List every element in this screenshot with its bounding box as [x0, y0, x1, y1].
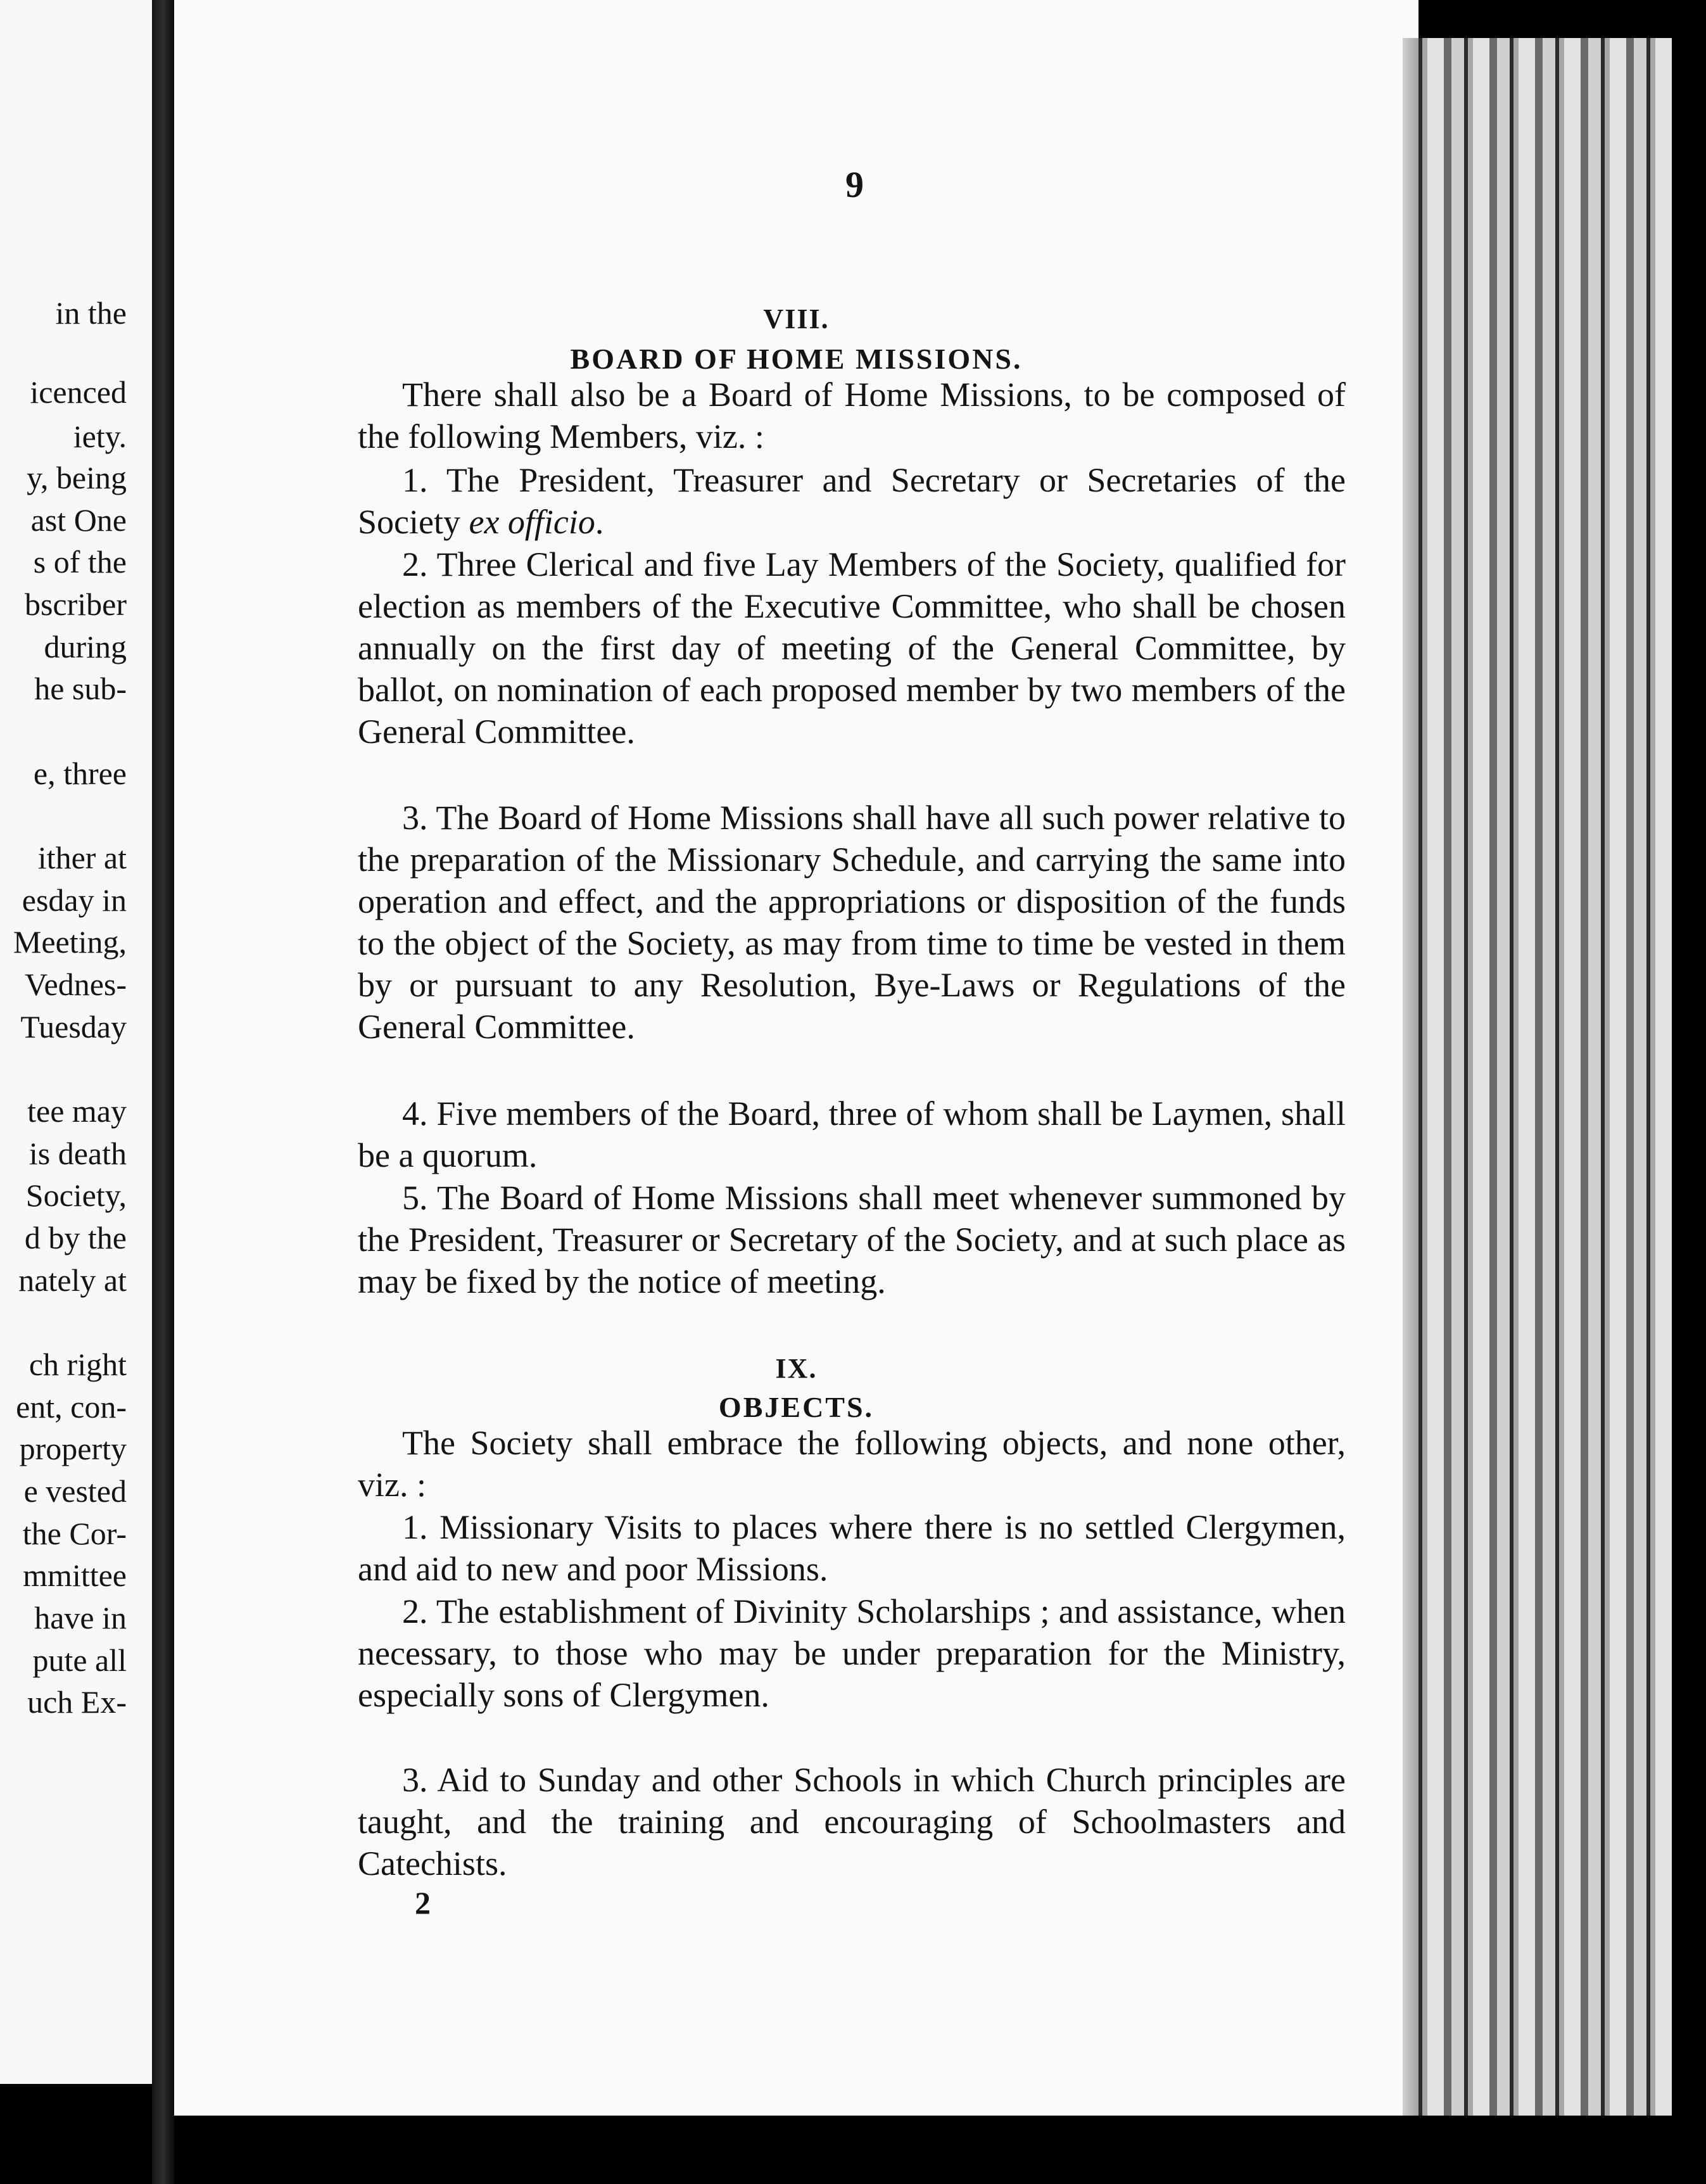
book-page-edges: [1419, 38, 1672, 2116]
section-heading: BOARD OF HOME MISSIONS.: [570, 343, 1023, 375]
left-fragment: Tuesday: [20, 1009, 127, 1044]
left-page: [0, 0, 152, 2084]
paragraph: 1. The President, Treasurer and Secretary or Secretaries of the Society ex officio.: [358, 461, 1346, 541]
page-number: 9: [845, 164, 864, 205]
left-fragment: mmittee: [23, 1558, 127, 1593]
left-fragment: y, being: [27, 460, 127, 495]
left-fragment: e vested: [23, 1473, 127, 1509]
left-fragment: esday in: [22, 882, 127, 918]
left-fragment: pute all: [32, 1642, 127, 1678]
left-fragment: tee may: [27, 1093, 127, 1129]
left-fragment: icenced: [30, 374, 127, 410]
left-fragment: have in: [34, 1600, 127, 1635]
left-fragment: ent, con-: [16, 1389, 127, 1425]
left-fragment: Society,: [25, 1178, 127, 1213]
left-fragment: iety.: [73, 419, 127, 454]
left-fragment: ither at: [37, 840, 127, 875]
left-fragment: he sub-: [34, 671, 127, 706]
left-fragment: ch right: [28, 1347, 127, 1382]
paragraph: 4. Five members of the Board, three of whom shall be Laymen, shall be a quorum.: [358, 1095, 1346, 1174]
paragraph: 1. Missionary Visits to places where there is no settled Clergymen, and aid to new and poor Missions.: [358, 1508, 1346, 1588]
section-heading: OBJECTS.: [718, 1391, 875, 1423]
section-number: VIII.: [763, 303, 830, 334]
left-fragment: e, three: [33, 756, 127, 791]
left-fragment: is death: [28, 1136, 127, 1171]
paragraph: 2. Three Clerical and five Lay Members of the Society, qualified for election as members of the Executive Committee, who shall be chosen annually on the first day of meeting of the General Committee, by ballot, on nomination of each proposed member by two members of the General Committee.: [358, 545, 1346, 751]
left-fragment: Vednes-: [24, 967, 127, 1002]
paragraph: 3. The Board of Home Missions shall have all such power relative to the preparation of the Missionary Schedule, and carrying the same into operation and effect, and the appropriations or disposition of the funds to the object of the Society, as may from time to time be vested in them by or pursuant to any Resolution, Bye-Laws or Regulations of the General Committee.: [358, 799, 1346, 1046]
right-page: [174, 0, 1419, 2116]
left-fragment: during: [44, 629, 127, 664]
left-fragment: the Cor-: [22, 1516, 127, 1551]
book-gutter: [152, 0, 174, 2184]
left-fragment: uch Ex-: [27, 1684, 127, 1720]
left-fragment: d by the: [24, 1220, 127, 1255]
paragraph: The Society shall embrace the following objects, and none other, viz. :: [358, 1424, 1346, 1504]
left-fragment: ast One: [30, 502, 127, 538]
signature-mark: 2: [415, 1885, 431, 1921]
left-fragment: property: [19, 1431, 127, 1466]
paragraph: 2. The establishment of Divinity Scholarships ; and assistance, when necessary, to those who may be under preparation for the Ministry, especially sons of Clergymen.: [358, 1592, 1346, 1714]
left-fragment: nately at: [18, 1262, 127, 1298]
left-fragment: in the: [55, 295, 127, 331]
paragraph: There shall also be a Board of Home Missions, to be composed of the following Members, viz. :: [358, 376, 1346, 455]
paragraph: 5. The Board of Home Missions shall meet whenever summoned by the President, Treasurer or Secretary of the Society, and at such place as may be fixed by the notice of meeting.: [358, 1179, 1346, 1300]
section-number: IX.: [775, 1353, 818, 1384]
left-fragment: Meeting,: [13, 924, 127, 960]
left-fragment: bscriber: [24, 587, 127, 622]
left-fragment: s of the: [33, 544, 127, 580]
paragraph: 3. Aid to Sunday and other Schools in which Church principles are taught, and the training and encouraging of Schoolmasters and Catechists.: [358, 1761, 1346, 1882]
